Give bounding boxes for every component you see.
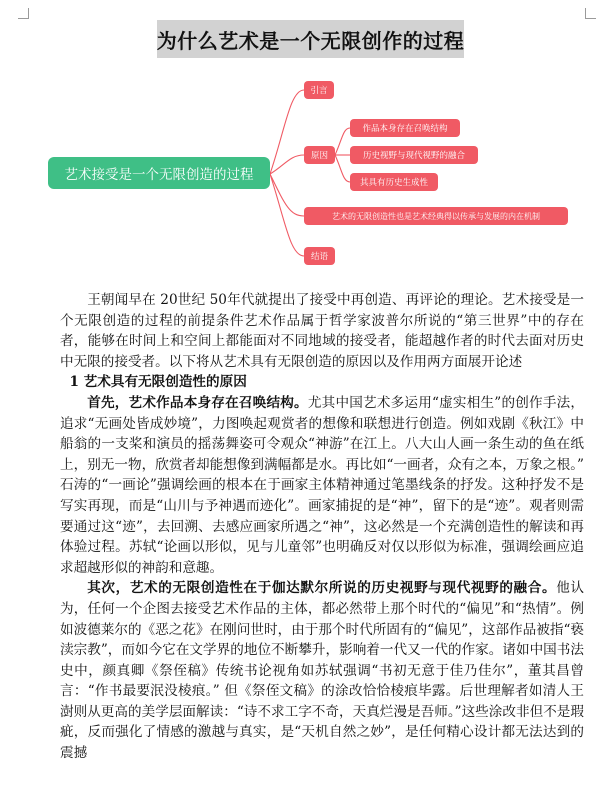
node-reason-2: 历史视野与现代视野的融合 (350, 146, 478, 164)
paragraph-second-lead: 其次，艺术的无限创造性在于伽达默尔所说的历史视野与现代视野的融合。 (87, 580, 557, 597)
node-conclusion: 结语 (304, 247, 335, 265)
paragraph-first (60, 393, 584, 578)
intro-paragraph: 王朝闻早在 20世纪 50年代就提出了接受中再创造、再评论的理论。艺术接受是一个无限创造的过程的前提条件艺术作品属于哲学家波普尔所说的“第三世界”中的存在者，能够在时间上和空间上都能面对不同地域的接受者，能超越作者的时代去面对历史中无限的接受者。以下将从艺术具有无限创造的原因以及作用两方面展开论述 (60, 292, 584, 370)
paragraph-first-lead: 首先，艺术作品本身存在召唤结构。 (87, 394, 308, 411)
paragraph-first-text: 尤其中国艺术多运用“虚实相生”的创作手法，追求“无画处皆成妙境”，力图唤起观赏者的想像和联想进行创造。例如戏剧《秋江》中船翁的一支桨和演员的摇荡舞姿可令观众“神游”在江上。八大山人画一条生动的鱼在纸上，别无一物，欣赏者却能想像到满幅都是水。再比如“一画者，众有之本，万象之根。” 石涛的“一画论”强调绘画的根本在于画家主体精神通过笔墨线条的抒发。这种抒发不是写实再现，而是“山川与予神遇而迹化”。画家捕捉的是“神”，留下的是“迹”。观者则需要通过这“迹”，去回溯、去感应画家所遇之“神”，这必然是一个充满创造性的解读和再体验过程。苏轼“论画以形似，见与儿童邻”也明确反对仅以形似为标准，强调绘画应追求超越形似的神韵和意趣。 (60, 394, 584, 576)
node-reason-3: 其具有历史生成性 (350, 173, 438, 191)
mindmap-root-node: 艺术接受是一个无限创造的过程 (48, 157, 270, 189)
margin-corner-mark (18, 8, 29, 19)
section-heading-text: 1 艺术具有无限创造性的原因 (69, 374, 247, 391)
section-heading (60, 372, 584, 393)
node-intro: 引言 (304, 81, 334, 99)
paragraph-second (60, 578, 584, 763)
node-reason-1: 作品本身存在召唤结构 (350, 119, 460, 137)
node-reasons: 原因 (304, 146, 335, 164)
margin-corner-mark (585, 8, 596, 19)
paragraph-second-text: 他认为，任何一个企图去接受艺术作品的主体，都必然带上那个时代的“偏见”和“热情”。例如波德莱尔的《恶之花》在刚问世时，由于那个时代所固有的“偏见”，这部作品被指“亵渎宗教”，而如今它在文学界的地位不断攀升，影响着一代又一代的作家。诸如中国书法史中，颜真卿《祭侄稿》传统书论视角如苏轼强调“书初无意于佳乃佳尔”，董其昌曾言：“作书最要泯没棱痕。” 但《祭侄文稿》的涂改恰恰棱痕毕露。后世理解者如清人王澍则从更高的美学层面解读：“诗不求工字不奇，天真烂漫是吾师。”这些涂改非但不是瑕疵，反而强化了情感的激越与真实，是“天机自然之妙”，是任何精心设计都无法达到的震撼 (60, 580, 585, 762)
connector-reason-1 (335, 128, 350, 155)
document-body (60, 290, 584, 764)
connector-mechanism (270, 174, 304, 216)
node-mechanism: 艺术的无限创造性也是艺术经典得以传承与发展的内在机制 (304, 207, 568, 225)
page-title: 为什么艺术是一个无限创作的过程 (157, 20, 464, 58)
connector-reason-3 (335, 155, 350, 182)
